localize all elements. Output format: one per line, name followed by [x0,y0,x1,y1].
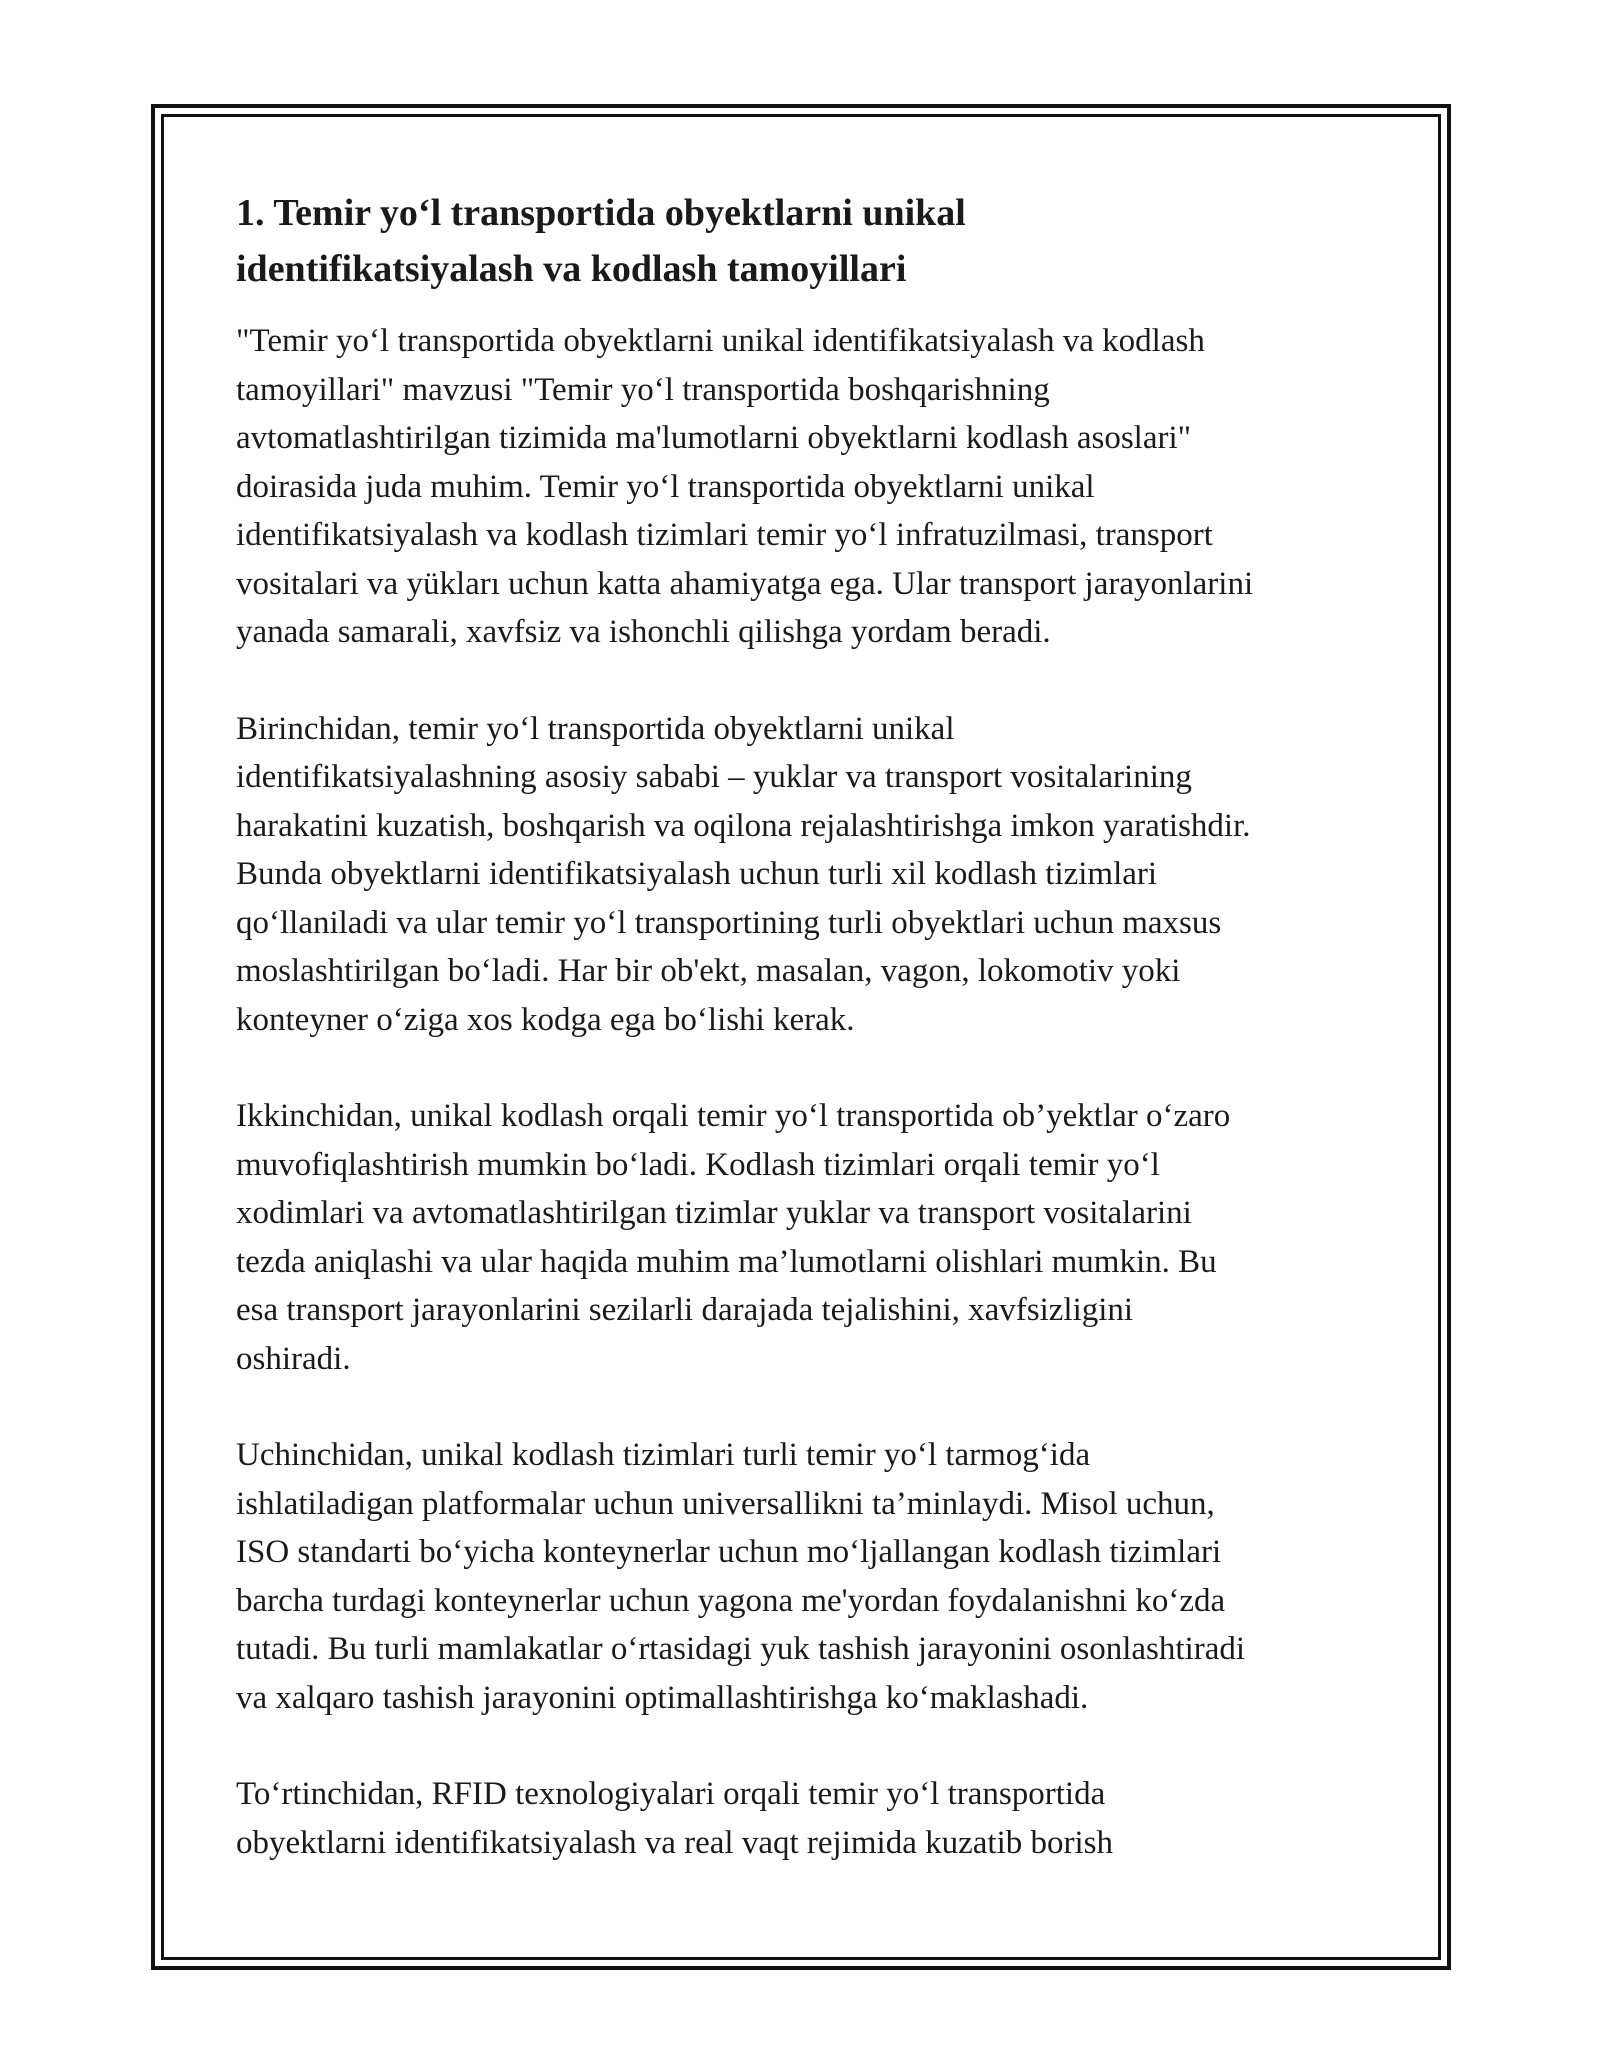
document-body [236,185,1386,1915]
text-line: ishlatiladigan platformalar uchun universallikni ta’minlaydi. Misol uchun, [236,1485,1215,1522]
text-line: konteyner o‘ziga xos kodga ega bo‘lishi kerak. [236,1001,855,1038]
paragraph-first [236,705,1386,1045]
text-line: To‘rtinchidan, RFID texnologiyalari orqali temir yo‘l transportida [236,1776,1106,1812]
text-line: tezda aniqlashi va ular haqida muhim ma’lumotlarni olishlari mumkin. Bu [236,1243,1217,1280]
paragraph-second [236,1092,1386,1383]
text-line: va xalqaro tashish jarayonini optimallashtirishga ko‘maklashadi. [236,1679,1089,1716]
text-line: ISO standarti bo‘yicha konteynerlar uchun mo‘ljallangan kodlash tizimlari [236,1534,1222,1570]
text-line: obyektlarni identifikatsiyalash va real vaqt rejimida kuzatib borish [236,1824,1113,1861]
text-line: identifikatsiyalashning asosiy sababi – yuklar va transport vositalarining [236,759,1192,795]
text-line: yanada samarali, xavfsiz va ishonchli qilishga yordam beradi. [236,614,1051,650]
text-line: moslashtirilgan bo‘ladi. Har bir ob'ekt, masalan, vagon, lokomotiv yoki [236,953,1181,989]
heading-line: 1. Temir yo‘l transportida obyektlarni unikal [236,192,966,234]
text-line: doirasida juda muhim. Temir yo‘l transportida obyektlarni unikal [236,468,1095,505]
text-line: qo‘llaniladi va ular temir yo‘l transportining turli obyektlari uchun maxsus [236,904,1222,941]
paragraph-fourth [236,1770,1386,1867]
text-line: esa transport jarayonlarini sezilarli darajada tejalishini, xavfsizligini [236,1292,1134,1328]
text-line: oshiradi. [236,1340,351,1377]
text-line: identifikatsiyalash va kodlash tizimlari temir yo‘l infratuzilmasi, transport [236,517,1213,553]
text-line: tamoyillari" mavzusi "Temir yo‘l transportida boshqarishning [236,371,1050,408]
heading-line: identifikatsiyalash va kodlash tamoyillari [236,248,907,290]
text-line: harakatini kuzatish, boshqarish va oqilona rejalashtirishga imkon yaratishdir. [236,807,1251,844]
text-line: Uchinchidan, unikal kodlash tizimlari turli temir yo‘l tarmog‘ida [236,1437,1091,1473]
text-line: avtomatlashtirilgan tizimida ma'lumotlarni obyektlarni kodlash asoslari" [236,420,1192,456]
text-line: xodimlari va avtomatlashtirilgan tizimlar yuklar va transport vositalarini [236,1195,1192,1231]
text-line: tutadi. Bu turli mamlakatlar o‘rtasidagi yuk tashish jarayonini osonlashtiradi [236,1631,1246,1667]
text-line: "Temir yo‘l transportida obyektlarni unikal identifikatsiyalash va kodlash [236,323,1205,359]
text-line: muvofiqlashtirish mumkin bo‘ladi. Kodlash tizimlari orqali temir yo‘l [236,1146,1160,1183]
section-heading [236,185,1386,297]
text-line: Bunda obyektlarni identifikatsiyalash uchun turli xil kodlash tizimlari [236,856,1158,892]
paragraph-intro [236,317,1386,657]
text-line: vositalari va yükları uchun katta ahamiyatga ega. Ular transport jarayonlarini [236,565,1254,602]
text-line: Ikkinchidan, unikal kodlash orqali temir yo‘l transportida ob’yektlar o‘zaro [236,1098,1231,1134]
paragraph-third [236,1431,1386,1722]
text-line: barcha turdagi konteynerlar uchun yagona me'yordan foydalanishni ko‘zda [236,1582,1226,1619]
text-line: Birinchidan, temir yo‘l transportida obyektlarni unikal [236,710,955,747]
